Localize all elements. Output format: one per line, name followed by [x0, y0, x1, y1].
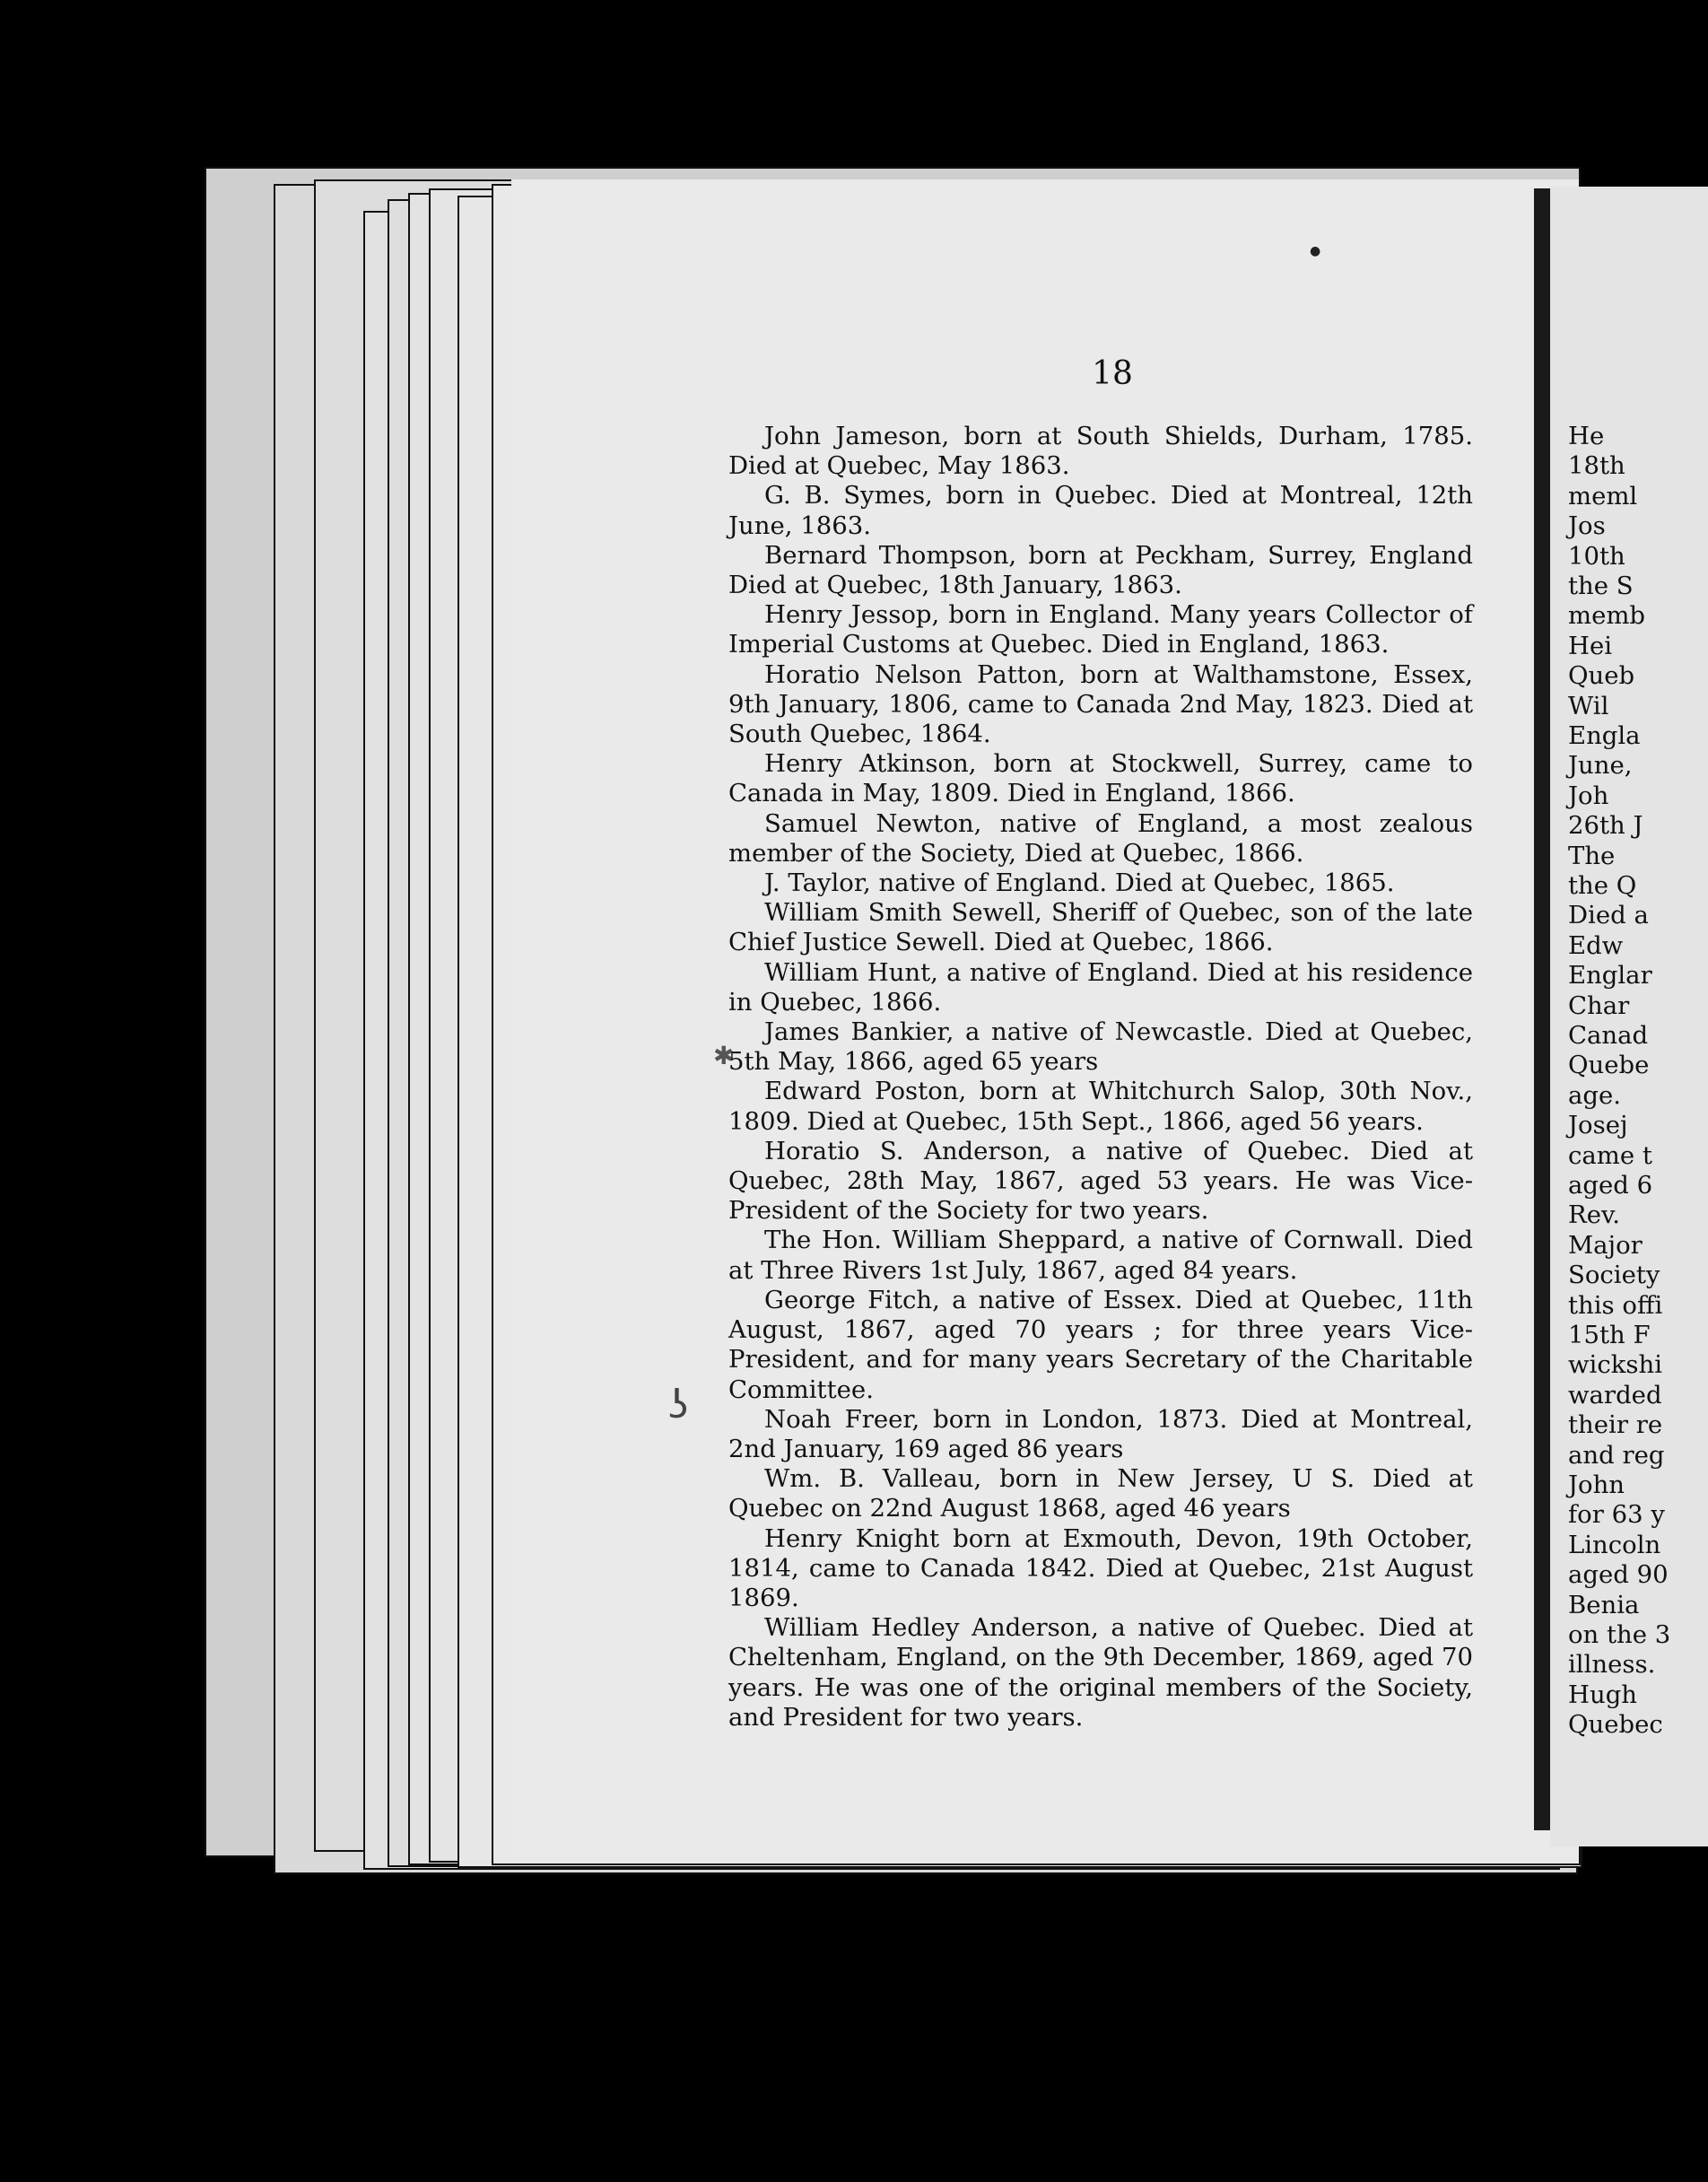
- right-page-line: age.: [1568, 1080, 1622, 1110]
- list-item: Horatio S. Anderson, a native of Quebec. Died at Quebec, 28th May, 1867, aged 53 years. He was Vice-President of the Society for two years.: [728, 1136, 1473, 1226]
- list-item: Samuel Newton, native of England, a most zealous member of the Society, Died at Quebec, 1866.: [728, 808, 1473, 868]
- right-page-line: The: [1568, 841, 1616, 870]
- right-page-line: meml: [1568, 481, 1638, 511]
- right-page-line: came t: [1568, 1140, 1652, 1170]
- right-page-line: memb: [1568, 601, 1646, 631]
- list-item: William Smith Sewell, Sheriff of Quebec, son of the late Chief Justice Sewell. Died at Quebec, 1866.: [728, 898, 1473, 957]
- right-page-line: wickshi: [1568, 1350, 1663, 1380]
- right-page-line: Benia: [1568, 1590, 1640, 1619]
- right-page-line: Wil: [1568, 691, 1609, 720]
- list-item: Henry Knight born at Exmouth, Devon, 19th October, 1814, came to Canada 1842. Died at Quebec, 21st August 1869.: [728, 1523, 1473, 1612]
- right-page-line: Engla: [1568, 721, 1641, 750]
- right-page-line: Queb: [1568, 661, 1635, 691]
- list-item: G. B. Symes, born in Quebec. Died at Montreal, 12th June, 1863.: [728, 481, 1473, 540]
- right-page-line: Society: [1568, 1261, 1660, 1290]
- right-page-line: Char: [1568, 991, 1630, 1020]
- list-item: Horatio Nelson Patton, born at Walthamstone, Essex, 9th January, 1806, came to Canada 2nd May, 1823. Died at South Quebec, 1864.: [728, 659, 1473, 749]
- right-page-line: Jos: [1568, 511, 1606, 541]
- right-page-line: Quebec: [1568, 1710, 1663, 1740]
- right-page-line: this offi: [1568, 1290, 1663, 1320]
- speck-mark: ●: [1310, 244, 1321, 258]
- list-item: Edward Poston, born at Whitchurch Salop, 30th Nov., 1809. Died at Quebec, 15th Sept., 1866, aged 56 years.: [728, 1077, 1473, 1136]
- right-page-line: the S: [1568, 572, 1634, 600]
- list-item: John Jameson, born at South Shields, Durham, 1785. Died at Quebec, May 1863.: [728, 422, 1473, 481]
- right-page-line: He: [1568, 422, 1605, 450]
- right-page-line: Joh: [1568, 781, 1609, 810]
- right-page-line: Hei: [1568, 631, 1613, 660]
- list-item: The Hon. William Sheppard, a native of Cornwall. Died at Three Rivers 1st July, 1867, aged 84 years.: [728, 1226, 1473, 1285]
- list-item: Henry Jessop, born in England. Many years Collector of Imperial Customs at Quebec. Died in England, 1863.: [728, 600, 1473, 659]
- right-page-line: June,: [1568, 751, 1633, 781]
- list-item: Noah Freer, born in London, 1873. Died at Montreal, 2nd January, 169 aged 86 years: [728, 1404, 1473, 1463]
- list-item: J. Taylor, native of England. Died at Quebec, 1865.: [764, 868, 1395, 898]
- list-item: George Fitch, a native of Essex. Died at Quebec, 11th August, 1867, aged 70 years ; for three years Vice-President, and for many years Secretary of the Charitable Committee.: [728, 1285, 1473, 1404]
- list-item: William Hunt, a native of England. Died at his residence in Quebec, 1866.: [728, 957, 1473, 1017]
- obituary-list: [728, 422, 1473, 1733]
- right-page-line: aged 90: [1568, 1560, 1669, 1590]
- list-item: Wm. B. Valleau, born in New Jersey, U S. Died at Quebec on 22nd August 1868, aged 46 years: [728, 1464, 1473, 1523]
- book-gutter: [1534, 188, 1550, 1830]
- right-page-line: 18th: [1568, 451, 1625, 481]
- page-number: 18: [1092, 355, 1133, 392]
- right-page-line: Edw: [1568, 930, 1624, 960]
- list-item: William Hedley Anderson, a native of Quebec. Died at Cheltenham, England, on the 9th December, 1869, aged 70 years. He was one of the original members of the Society, and President for two years.: [728, 1613, 1473, 1732]
- list-item: James Bankier, a native of Newcastle. Died at Quebec, 5th May, 1866, aged 65 years: [728, 1017, 1473, 1077]
- right-page-line: 15th F: [1568, 1321, 1651, 1349]
- right-page-line: warded: [1568, 1380, 1662, 1410]
- right-page-line: John: [1568, 1471, 1625, 1499]
- right-page-line: for 63 y: [1568, 1500, 1665, 1530]
- right-page-line: Rev.: [1568, 1200, 1620, 1230]
- right-page-line: Lincoln: [1568, 1530, 1661, 1559]
- right-page-line: Quebe: [1568, 1051, 1650, 1080]
- right-page-line: Josej: [1568, 1111, 1628, 1140]
- right-page-line: Englar: [1568, 961, 1652, 991]
- right-page-line: 10th: [1568, 541, 1625, 571]
- right-page-line: Died a: [1568, 901, 1649, 930]
- right-page: [1550, 187, 1708, 1846]
- right-page-line: Hugh: [1568, 1680, 1638, 1709]
- list-item: Bernard Thompson, born at Peckham, Surrey, England Died at Quebec, 18th January, 1863.: [728, 540, 1473, 600]
- list-item: Henry Atkinson, born at Stockwell, Surrey, came to Canada in May, 1809. Died in England, 1866.: [728, 749, 1473, 808]
- right-page-line: Canad: [1568, 1021, 1649, 1050]
- right-page-line: Major: [1568, 1230, 1643, 1260]
- right-page-line: the Q: [1568, 871, 1637, 900]
- right-page-line: aged 6: [1568, 1171, 1653, 1200]
- right-page-line: on the 3: [1568, 1620, 1671, 1649]
- right-page-line: 26th J: [1568, 811, 1643, 841]
- right-page-line: illness.: [1568, 1650, 1656, 1680]
- right-page-line: and reg: [1568, 1440, 1665, 1470]
- right-page-line: their re: [1568, 1410, 1663, 1440]
- ink-blot-mark: ✱: [713, 1041, 735, 1070]
- pen-mark: ʖ: [668, 1382, 689, 1427]
